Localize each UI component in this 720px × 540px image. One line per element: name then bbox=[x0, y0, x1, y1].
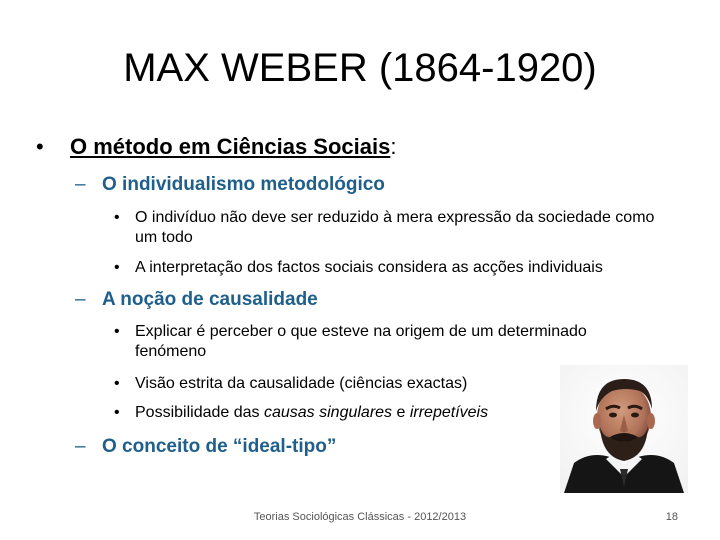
slide-title: MAX WEBER (1864-1920) bbox=[123, 46, 597, 90]
section-heading-text: A noção de causalidade bbox=[102, 289, 318, 310]
list-item-text: Visão estrita da causalidade (ciências exactas) bbox=[135, 375, 468, 392]
section-heading-individualismo bbox=[75, 173, 385, 197]
dash-marker: – bbox=[75, 174, 86, 195]
bullet-marker: • bbox=[36, 134, 44, 159]
list-item-text-prefix: Possibilidade das bbox=[135, 404, 264, 421]
list-item bbox=[114, 258, 675, 278]
list-item-text: A interpretação dos factos sociais considera as acções individuais bbox=[135, 259, 603, 276]
main-bullet-label: O método em Ciências Sociais bbox=[70, 134, 391, 159]
footer-course: Teorias Sociológicas Clássicas - 2012/2013 bbox=[253, 511, 467, 523]
list-item-text: Explicar é perceber o que esteve na origem de um determinado fenómeno bbox=[135, 323, 587, 360]
page-number: 18 bbox=[665, 511, 678, 523]
bullet-marker: • bbox=[114, 375, 120, 392]
dash-marker: – bbox=[75, 436, 86, 457]
bullet-marker: • bbox=[114, 323, 120, 340]
main-bullet bbox=[36, 133, 397, 161]
main-bullet-colon: : bbox=[390, 134, 397, 159]
bullet-marker: • bbox=[114, 209, 120, 226]
list-item-text-middle: e bbox=[392, 404, 410, 421]
dash-marker: – bbox=[75, 289, 86, 310]
section-heading-ideal-tipo bbox=[75, 435, 337, 459]
section-heading-text: O individualismo metodológico bbox=[102, 174, 385, 195]
list-item-text: O indivíduo não deve ser reduzido à mera expressão da sociedade como um todo bbox=[135, 209, 655, 246]
list-item bbox=[114, 208, 675, 248]
list-item-italic-causas: causas singulares bbox=[263, 404, 393, 421]
list-item bbox=[114, 403, 555, 423]
list-item-italic-irrepetiveis: irrepetíveis bbox=[409, 404, 489, 421]
list-item bbox=[114, 322, 655, 362]
section-heading-causalidade bbox=[75, 288, 318, 312]
bullet-marker: • bbox=[114, 259, 120, 276]
bullet-marker: • bbox=[114, 404, 120, 421]
portrait-image bbox=[560, 365, 688, 493]
section-heading-text: O conceito de “ideal-tipo” bbox=[102, 436, 337, 457]
